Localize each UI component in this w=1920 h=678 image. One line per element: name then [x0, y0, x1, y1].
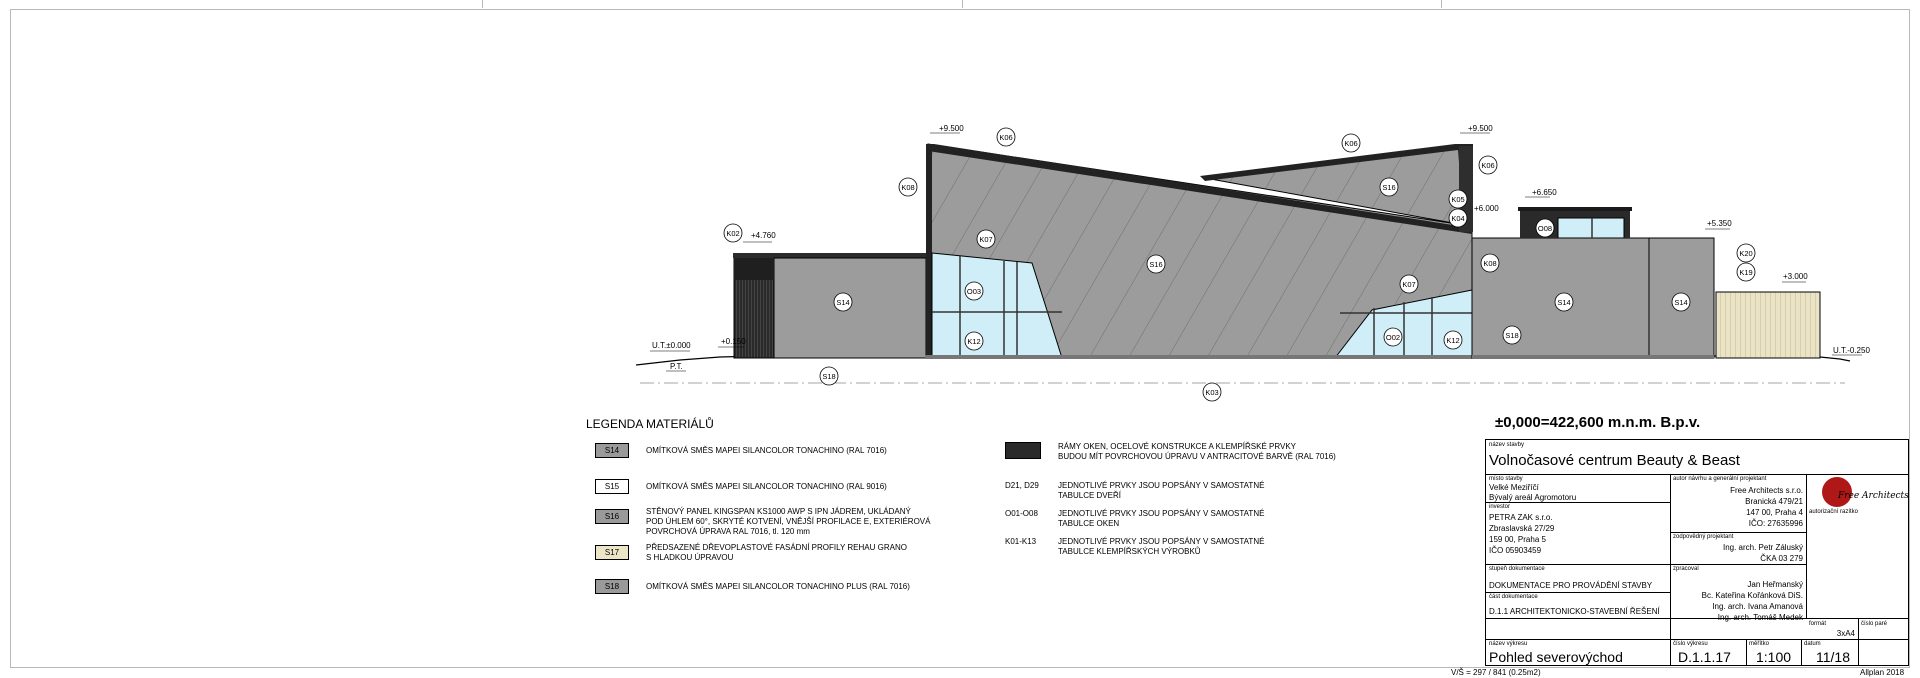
scale: 1:100 [1756, 649, 1792, 665]
investor-line: IČO 05903459 [1489, 546, 1542, 555]
callout-o08 [1536, 219, 1554, 237]
legend-note-text: JEDNOTLIVÉ PRVKY JSOU POPSÁNY V SAMOSTATNÉ TABULCE OKEN [1058, 509, 1265, 528]
label-autor: autor návrhu a generální projektant [1673, 476, 1767, 482]
label-zodpovedny: zodpovědný projektant [1673, 534, 1734, 540]
legend-swatch-s14: S14 [595, 443, 629, 458]
legend-swatch-s16: S16 [595, 509, 629, 524]
autor-line: Free Architects s.r.o. [1730, 486, 1803, 495]
autor-line: 147 00, Praha 4 [1746, 508, 1803, 517]
callout-s14 [834, 293, 852, 311]
callout-label: S14 [836, 298, 850, 307]
investor-line: 159 00, Praha 5 [1489, 535, 1546, 544]
callout-k12 [965, 332, 983, 350]
callout-label: K08 [901, 183, 915, 192]
callout-k12 [1444, 331, 1462, 349]
legend-note-text: JEDNOTLIVÉ PRVKY JSOU POPSÁNY V SAMOSTATNÉ TABULCE DVEŘÍ [1058, 481, 1265, 500]
zpracoval-line: Bc. Kateřina Kořánková DiS. [1701, 591, 1803, 600]
legend-swatch-anthracite [1005, 442, 1041, 459]
zpracoval-line: Jan Heřmanský [1747, 580, 1803, 589]
legend-text: OMÍTKOVÁ SMĚS MAPEI SILANCOLOR TONACHINO (RAL 9016) [646, 482, 887, 491]
callout-s18 [820, 367, 838, 385]
legend-text: OMÍTKOVÁ SMĚS MAPEI SILANCOLOR TONACHINO (RAL 7016) [646, 446, 887, 455]
legend-swatch-s18: S18 [595, 579, 629, 594]
callout-k08 [899, 178, 917, 196]
legend-note-text: RÁMY OKEN, OCELOVÉ KONSTRUKCE A KLEMPÍŘSKÉ PRVKY BUDOU MÍT POVRCHOVOU ÚPRAVU V ANTRACITOVÉ BARVĚ (RAL 7016) [1058, 442, 1336, 461]
callout-label: O03 [966, 287, 982, 296]
callout-s14 [1555, 293, 1573, 311]
callout-label: S16 [1382, 183, 1396, 192]
label-nazev-stavby: název stavby [1489, 442, 1525, 448]
callout-label: K20 [1739, 249, 1753, 258]
level-wing: +4.760 [751, 231, 776, 240]
legend-swatch-s17: S17 [595, 545, 629, 560]
callout-k07 [1400, 275, 1418, 293]
left-wing [733, 253, 926, 358]
level-right-block: +5.350 [1707, 219, 1732, 228]
callout-k07 [977, 230, 995, 248]
legend-text: OMÍTKOVÁ SMĚS MAPEI SILANCOLOR TONACHINO PLUS (RAL 7016) [646, 582, 910, 591]
footer-format: V/Š = 297 / 841 (0.25m2) [1451, 668, 1541, 677]
callout-label: S14 [1674, 298, 1688, 307]
callout-label: K06 [1344, 139, 1358, 148]
investor-line: PETRA ZAK s.r.o. [1489, 513, 1553, 522]
stupen: DOKUMENTACE PRO PROVÁDĚNÍ STAVBY [1489, 581, 1653, 590]
label-cast: část dokumentace [1489, 594, 1538, 600]
misto-line: Bývalý areál Agromotoru [1489, 493, 1577, 502]
callout-label: K03 [1205, 388, 1219, 397]
footer-software: Allplan 2018 [1860, 668, 1905, 677]
callout-label: O08 [1537, 224, 1553, 233]
callout-s16 [1380, 178, 1398, 196]
callout-o03 [965, 282, 983, 300]
callout-s14 [1672, 293, 1690, 311]
callout-label: K07 [1402, 280, 1416, 289]
elevation-reference: ±0,000=422,600 m.n.m. B.p.v. [1495, 414, 1701, 431]
callout-k20 [1737, 244, 1755, 262]
zodpovedny-line: ČKA 03 279 [1760, 554, 1803, 563]
label-meritko: měřítko [1749, 641, 1770, 647]
label-datum: datum [1804, 641, 1821, 647]
callout-k06 [997, 128, 1015, 146]
callout-label: O02 [1385, 333, 1401, 342]
legend-title: LEGENDA MATERIÁLŮ [586, 417, 714, 431]
callout-label: K04 [1451, 214, 1465, 223]
title-block [1485, 439, 1909, 666]
callout-k04 [1449, 209, 1467, 227]
logo-text: Free Architects [1838, 491, 1909, 501]
level-box: +6.650 [1532, 188, 1557, 197]
callout-label: S18 [1505, 331, 1519, 340]
ground-line [636, 356, 1850, 383]
level-pt: P.T. [670, 362, 683, 371]
cast: D.1.1 ARCHITEKTONICKO-STAVEBNÍ ŘEŠENÍ [1489, 607, 1660, 616]
label-stupen: stupeň dokumentace [1489, 566, 1545, 572]
level-step: +0.150 [721, 337, 746, 346]
main-volume [925, 144, 1473, 359]
label-format: formát [1809, 621, 1827, 627]
misto-line: Velké Meziříčí [1489, 483, 1539, 492]
level-ut-left: U.T.±0.000 [652, 341, 691, 350]
callout-label: K07 [979, 235, 993, 244]
callout-s16 [1147, 255, 1165, 273]
legend-text: PŘEDSAZENÉ DŘEVOPLASTOVÉ FASÁDNÍ PROFILY REHAU GRANO S HLADKOU ÚPRAVOU [646, 543, 907, 562]
callout-k06 [1479, 156, 1497, 174]
callout-k19 [1737, 263, 1755, 281]
callout-k08 [1481, 254, 1499, 272]
callout-label: K05 [1451, 195, 1465, 204]
level-ut-right: U.T.-0.250 [1833, 346, 1870, 355]
legend-note-key: D21, D29 [1005, 481, 1039, 490]
callout-k06 [1342, 134, 1360, 152]
legend-note-text: JEDNOTLIVÉ PRVKY JSOU POPSÁNY V SAMOSTATNÉ TABULCE KLEMPÍŘSKÝCH VÝROBKŮ [1058, 537, 1265, 556]
label-cislo-vykresu: číslo výkresu [1673, 641, 1708, 647]
label-investor: investor [1489, 504, 1511, 510]
project-name: Volnočasové centrum Beauty & Beast [1489, 452, 1740, 469]
callout-label: K12 [1446, 336, 1460, 345]
legend-swatch-s15: S15 [595, 479, 629, 494]
autor-line: Branická 479/21 [1745, 497, 1803, 506]
callout-k02 [724, 224, 742, 242]
callout-label: K02 [726, 229, 740, 238]
callout-label: K08 [1483, 259, 1497, 268]
format: 3xA4 [1836, 629, 1855, 638]
drawing-number: D.1.1.17 [1678, 649, 1731, 665]
callout-k05 [1449, 190, 1467, 208]
zodpovedny-line: Ing. arch. Petr Záluský [1722, 543, 1803, 552]
label-razitko: autorizační razítko [1809, 509, 1859, 515]
label-misto: místo stavby [1489, 476, 1523, 482]
callout-k03 [1203, 383, 1221, 401]
level-fence: +3.000 [1783, 272, 1808, 281]
label-zpracoval: zpracoval [1673, 566, 1699, 572]
callout-label: K06 [999, 133, 1013, 142]
drawing-name: Pohled severovýchod [1489, 649, 1623, 665]
level-left-roof: +9.500 [939, 124, 964, 133]
date: 11/18 [1816, 649, 1850, 665]
callout-label: S18 [822, 372, 836, 381]
legend-note-key: O01-O08 [1005, 509, 1038, 518]
callout-label: K19 [1739, 268, 1753, 277]
callout-s18 [1503, 326, 1521, 344]
callout-label: K06 [1481, 161, 1495, 170]
zpracoval-line: Ing. arch. Tomáš Medek [1717, 613, 1803, 622]
callout-o02 [1384, 328, 1402, 346]
label-nazev-vykresu: název výkresu [1489, 641, 1528, 647]
callout-label: K12 [967, 337, 981, 346]
autor-line: IČO: 27635996 [1748, 519, 1803, 528]
zpracoval-line: Ing. arch. Ivana Amanová [1712, 602, 1803, 611]
label-cislo-pare: číslo paré [1861, 621, 1888, 627]
callout-label: S16 [1149, 260, 1163, 269]
legend-note-key: K01-K13 [1005, 537, 1037, 546]
legend-text: STĚNOVÝ PANEL KINGSPAN KS1000 AWP S IPN JÁDREM, UKLÁDANÝ POD ÚHLEM 60°, SKRYTÉ KOTVENÍ, VNĚJŠÍ PROFILACE E, EXTERIÉROVÁ POVRCHOVÁ ÚPRAVA RAL 7016, tl. 120 mm [646, 507, 931, 536]
wood-fence [1716, 292, 1820, 358]
level-mid: +6.000 [1474, 204, 1499, 213]
callout-label: S14 [1557, 298, 1571, 307]
level-right-roof: +9.500 [1468, 124, 1493, 133]
investor-line: Zbraslavská 27/29 [1489, 524, 1555, 533]
